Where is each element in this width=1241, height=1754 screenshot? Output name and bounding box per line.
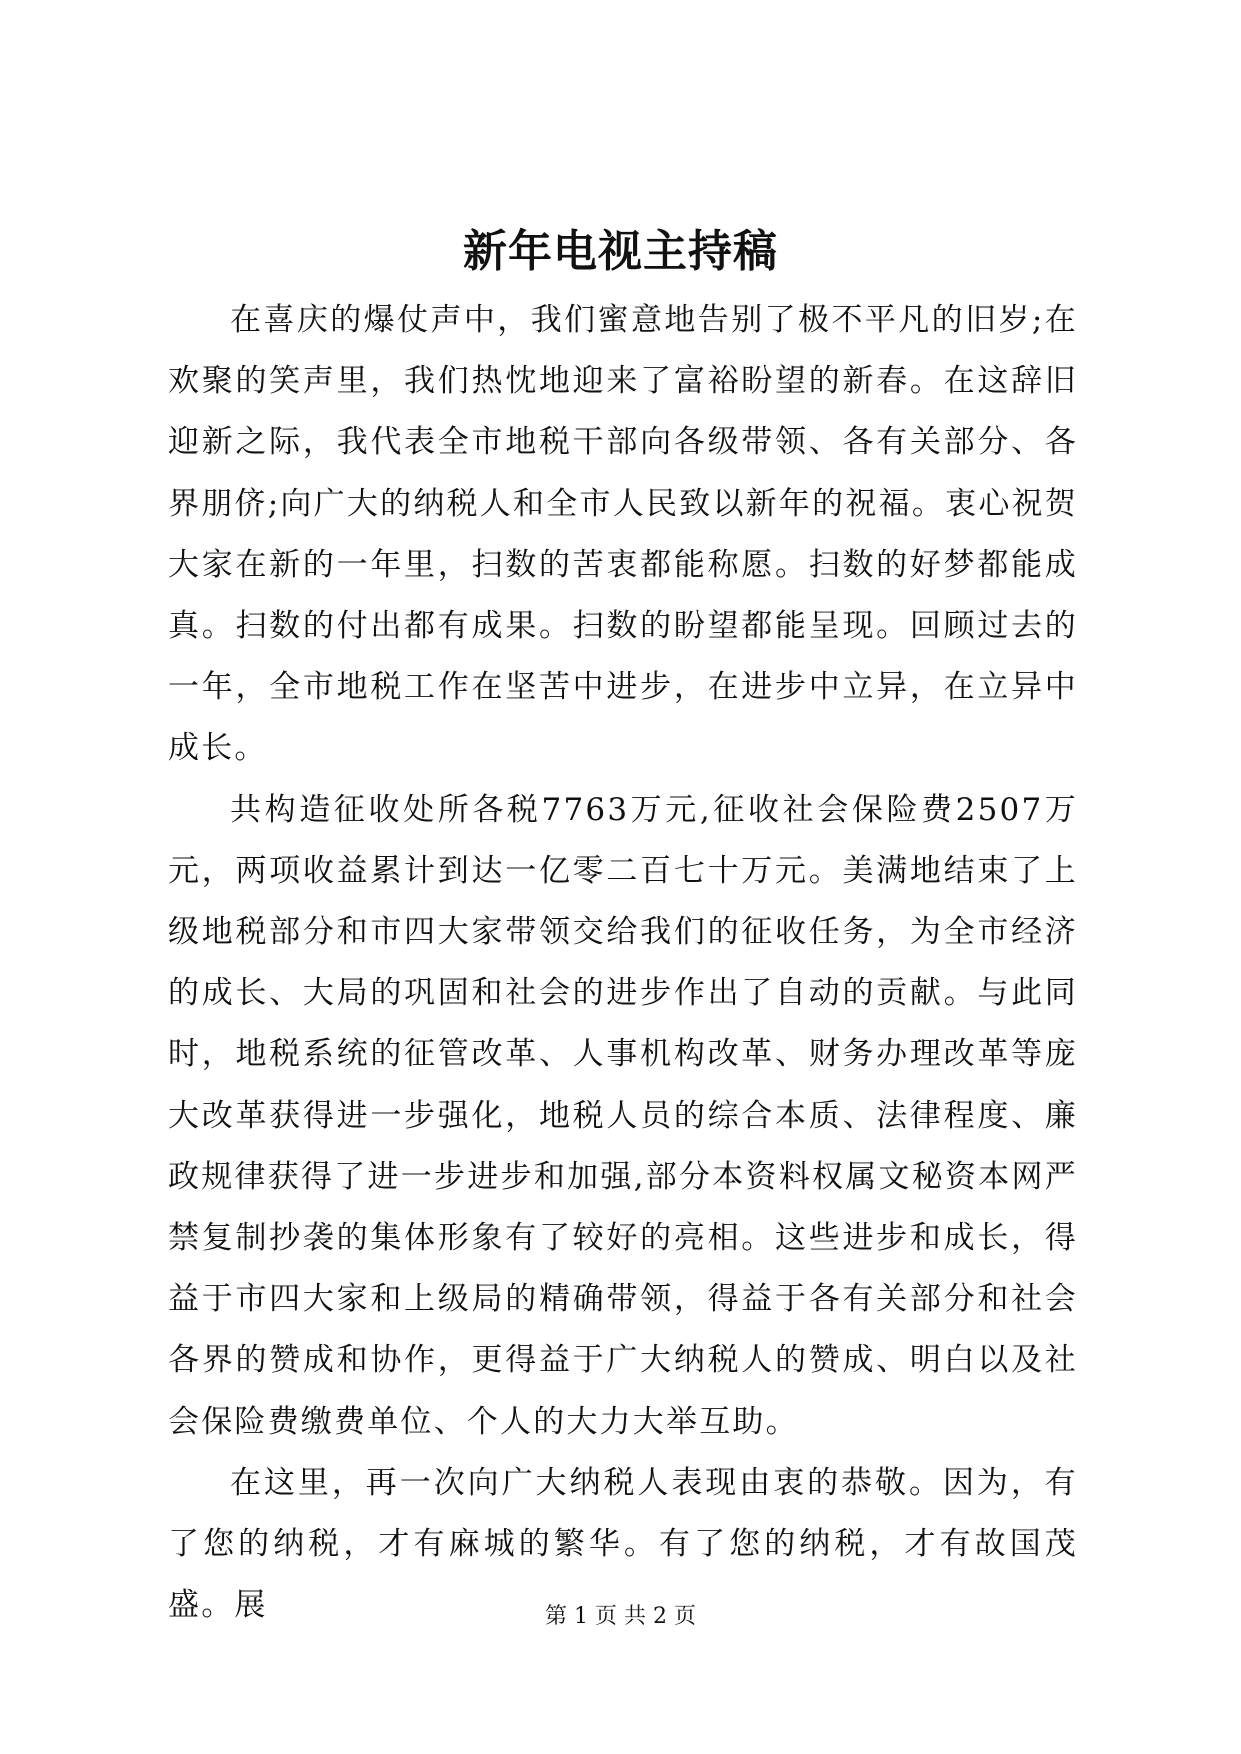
paragraph-1: 在喜庆的爆仗声中，我们蜜意地告别了极不平凡的旧岁;在欢聚的笑声里，我们热忱地迎来了富裕盼望的新春。在这辞旧迎新之际，我代表全市地税干部向各级带领、各有关部分、各界朋侪;向广大的纳税人和全市人民致以新年的祝福。衷心祝贺大家在新的一年里，扫数的苦衷都能称愿。扫数的好梦都能成真。扫数的付出都有成果。扫数的盼望都能呈现。回顾过去的一年，全市地税工作在坚苦中进步，在进步中立异，在立异中成长。 xyxy=(168,302,1078,767)
document-title: 新年电视主持稿 xyxy=(463,226,778,277)
page-number-footer: 第 1 页 共 2 页 xyxy=(545,1604,696,1629)
paragraph-2: 共构造征收处所各税7763万元,征收社会保险费2507万元，两项收益累计到达一亿零二百七十万元。美满地结束了上级地税部分和市四大家带领交给我们的征收任务，为全市经济的成长、大局的巩固和社会的进步作出了自动的贡献。与此同时，地税系统的征管改革、人事机构改革、财务办理改革等庞大改革获得进一步强化，地税人员的综合本质、法律程度、廉政规律获得了进一步进步和加强,部分本资料权属文秘资本网严禁复制抄袭的集体形象有了较好的亮相。这些进步和成长，得益于市四大家和上级局的精确带领，得益于各有关部分和社会各界的赞成和协作，更得益于广大纳税人的赞成、明白以及社会保险费缴费单位、个人的大力大举互助。 xyxy=(168,791,1078,1440)
document-body xyxy=(168,290,1078,1636)
paragraph-3: 在这里，再一次向广大纳税人表现由衷的恭敬。因为，有了您的纳税，才有麻城的繁华。有了您的纳税，才有故国茂盛。展 xyxy=(168,1464,1078,1624)
